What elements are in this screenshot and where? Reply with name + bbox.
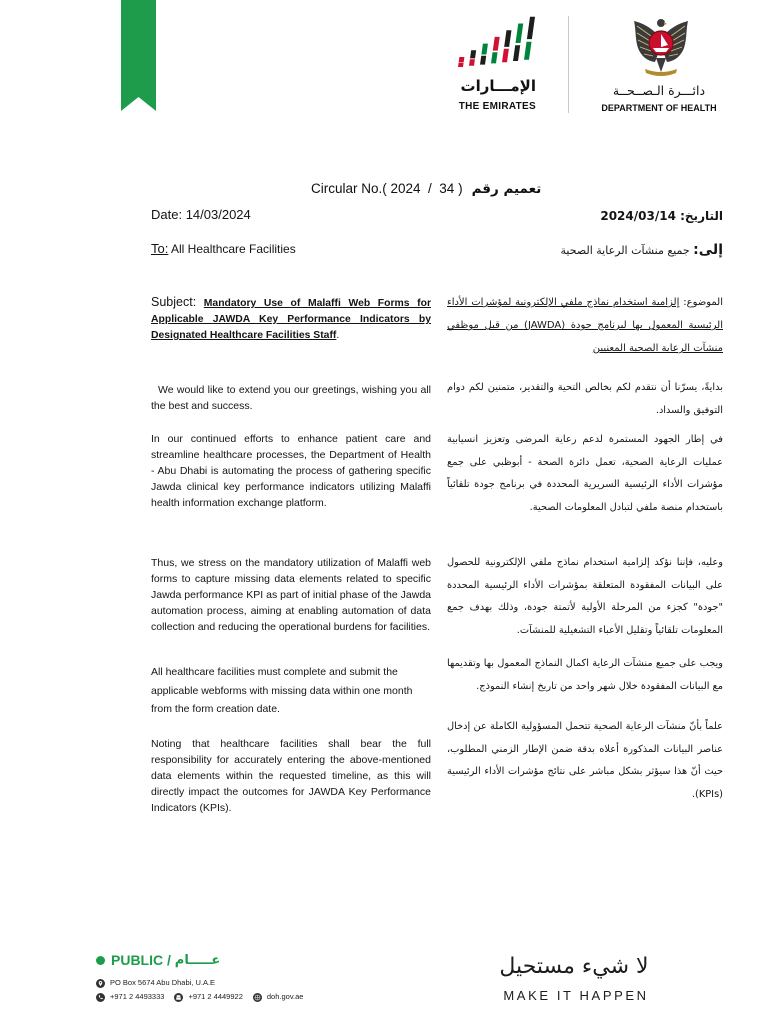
circular-title-ar: تعميم رقم [471, 181, 542, 197]
subject-ar [447, 291, 723, 360]
emirates-logo-bar [469, 59, 475, 66]
emirates-logo-bar [481, 44, 488, 55]
emirates-logo-name-ar: الإمـــارات [460, 77, 536, 95]
subject-en-value: Mandatory Use of Malaffi Web Forms for Applicable JAWDA Key Performance Indicators by Designated Healthcare Facilities Staff [151, 298, 431, 341]
date-en [151, 206, 251, 223]
classification-ar: عـــــام [174, 952, 221, 968]
body-en-paragraph-greeting: We would like to extend you our greetings, wishing you all the best and success. [151, 384, 431, 412]
classification-en: PUBLIC [111, 952, 164, 968]
green-ribbon [121, 0, 156, 111]
recipient-ar-value: جميع منشآت الرعاية الصحية [560, 244, 690, 257]
body-ar-paragraph-deadline: ويجب على جميع منشآت الرعاية اكمال النماذج المعمول بها وتقديمها مع البيانات المفقودة خلال شهر واحد من تاريخ إنشاء النموذج. [447, 658, 723, 692]
location-pin-icon [96, 979, 105, 988]
body-ar-paragraph-mandate: وعليه، فإننا نؤكد إلزامية استخدام نماذج ملفي الإلكترونية للحصول على البيانات المفقودة المتعلقة بمؤشرات الأداء الرئيسية المحددة "جودة" كجزء من المرحلة الأولية لأتمتة جودة، وذلك بهدف جمع المعلومات تلقائياً وتقليل الأعباء التشغيلية للمنشآت. [447, 557, 723, 636]
doh-logo-name-en: DEPARTMENT OF HEALTH [601, 103, 717, 113]
subject-ar-label: الموضوع: [683, 297, 723, 308]
phone-icon [96, 993, 105, 1002]
classification-separator: / [163, 952, 175, 968]
emirates-logo-bar [513, 45, 520, 61]
recipient-en [151, 241, 296, 257]
logo-divider [568, 16, 569, 113]
fax-icon [174, 993, 183, 1002]
footer-address-text: PO Box 5674 Abu Dhabi, U.A.E [110, 978, 216, 987]
classification-label [96, 951, 220, 969]
emirates-logo-bar [459, 57, 465, 62]
slogan-ar: لا شيء مستحيل [499, 954, 649, 979]
body-english-column [151, 382, 431, 816]
subject-en-label: Subject: [151, 295, 197, 309]
recipient-ar-label: إلى: [693, 242, 723, 258]
date-en-value: 14/03/2024 [185, 207, 251, 222]
footer-contacts [96, 992, 303, 1002]
circular-title [311, 180, 541, 198]
footer-website-text: doh.gov.ae [266, 992, 304, 1001]
date-en-label: Date: [151, 207, 183, 222]
circular-title-en: Circular No.( 2024 / 34 ) [311, 181, 463, 196]
footer-address [96, 978, 215, 988]
globe-icon [253, 993, 262, 1002]
slogan-en: MAKE IT HAPPEN [503, 988, 649, 1003]
emirates-logo-bar [480, 56, 486, 65]
emirates-logo-bar [491, 52, 498, 63]
footer-fax-text: +971 2 4449922 [188, 992, 243, 1001]
body-en-paragraph-responsibility: Noting that healthcare facilities shall bear the full responsibility for accurately entering the above-mentioned data elements within the requested timeline, as this will directly impact the outcomes for JAWDA Key Performance Indicators (KPIs). [151, 738, 431, 814]
subject-en [151, 294, 431, 344]
emirates-logo-name-en: THE EMIRATES [458, 101, 536, 112]
recipient-en-value: All Healthcare Facilities [171, 242, 296, 256]
recipient-en-label: To: [151, 241, 169, 256]
date-ar [600, 207, 723, 225]
body-en-paragraph-context: In our continued efforts to enhance patient care and streamline healthcare processes, the Department of Health - Abu Dhabi is automating the process of gathering specific Jawda clinical key performance indicators utilizing Malaffi health information exchange platform. [151, 433, 431, 509]
emirates-logo-bars [455, 15, 537, 69]
classification-dot-icon [96, 956, 105, 965]
body-en-paragraph-deadline: All healthcare facilities must complete and submit the applicable webforms with missing data within one month from the form creation date. [151, 666, 413, 715]
date-ar-value: 2024/03/14 [600, 209, 676, 223]
body-ar-paragraph-responsibility: علماً بأنّ منشآت الرعاية الصحية تتحمل المسؤولية الكاملة عن إدخال عناصر البيانات المذكورة أعلاه بدقة ضمن الإطار الزمني المطلوب، حيث أنّ هذا سيؤثر بشكل مباشر على نتائج مؤشرات الأداء الرئيسية (KPIs). [447, 721, 723, 800]
emirates-logo-bar [504, 30, 511, 47]
body-en-paragraph-mandate: Thus, we stress on the mandatory utilization of Malaffi web forms to capture missing data elements related to specific Jawda performance KPI as part of initial phase of the Jawda automation process, aiming at enabling automation of data collection and reducing the operational burdens for facilities. [151, 557, 431, 633]
emirates-logo-bar [524, 42, 532, 60]
footer-phone-text: +971 2 4493333 [110, 992, 165, 1001]
date-ar-label: التاريخ: [680, 209, 723, 223]
body-ar-paragraph-greeting: بدايةً، يسرّنا أن نتقدم لكم بخالص التحية والتقدير، متمنين لكم دوام التوفيق والسداد. [447, 382, 723, 416]
abu-dhabi-falcon-emblem-icon [631, 14, 691, 78]
recipient-ar [561, 240, 724, 261]
subject-ar-value: إلزامية استخدام نماذج ملفي الإلكترونية لمؤشرات الأداء الرئيسية المعمول بها لبرنامج جودة (JAWDA) من قبل موظفي منشآت الرعاية الصحية المعنيين [447, 297, 723, 354]
emirates-logo-bar [493, 37, 500, 51]
doh-logo-name-ar: دائـــرة الـصــحــة [612, 83, 706, 98]
emirates-logo-bar [470, 50, 476, 58]
emirates-logo-bar [502, 49, 509, 62]
subject-en-end: . [336, 330, 340, 341]
emirates-logo-bar [516, 24, 524, 44]
emirates-logo-bar [458, 63, 464, 67]
body-arabic-column [447, 377, 723, 806]
emirates-logo-bar [527, 17, 535, 39]
body-ar-paragraph-context: في إطار الجهود المستمرة لدعم رعاية المرضى وتعزيز انسيابية عمليات الرعاية الصحية، تعمل دائرة الصحة - أبوظبي على جمع مؤشرات الأداء الرئيسية السريرية المحددة في برنامج جودة تلقائياً باستخدام منصة ملفي لتبادل المعلومات الصحية. [447, 434, 723, 513]
